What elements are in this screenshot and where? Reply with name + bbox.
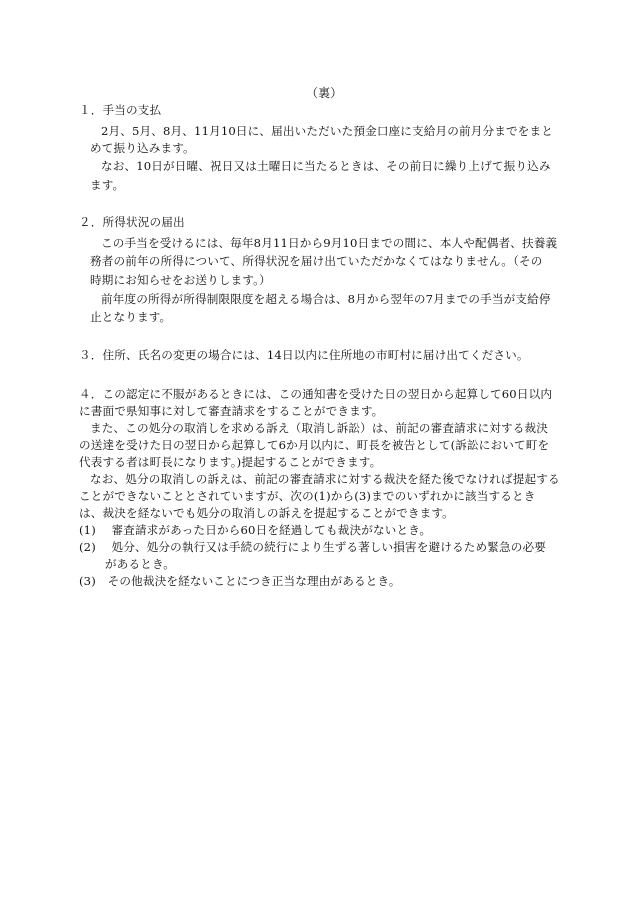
section-4-text: なお、処分の取消しの訴えは、前記の審査請求に対する裁決を経た後でなければ提起する bbox=[90, 472, 560, 486]
section-2-heading: ２．所得状況の届出 bbox=[79, 215, 185, 229]
section-4-text: ４．この認定に不服があるときには、この通知書を受けた日の翌日から起算して60日以内 bbox=[79, 387, 553, 401]
section-1-text: ます。 bbox=[90, 178, 125, 192]
list-item-2: があるとき。 bbox=[105, 557, 175, 571]
section-2-text: この手当を受けるには、毎年8月11日から9月10日までの間に、本人や配偶者、扶養義 bbox=[101, 236, 558, 250]
section-2-text: 前年度の所得が所得制限限度を超える場合は、8月から翌年の7月までの手当が支給停 bbox=[101, 292, 551, 306]
page-side-label: （裏） bbox=[306, 86, 343, 100]
section-2-text: 止となります。 bbox=[90, 310, 172, 324]
list-item-1: (1) 審査請求があった日から60日を経過しても裁決がないとき。 bbox=[79, 523, 432, 537]
section-1-heading: １．手当の支払 bbox=[79, 103, 162, 117]
section-4-text: また、この処分の取消しを求める訴え（取消し訴訟）は、前記の審査請求に対する裁決 bbox=[90, 421, 549, 435]
section-4-text: に書面で県知事に対して審査請求をすることができます。 bbox=[79, 404, 384, 418]
list-item-3: (3) その他裁決を経ないことにつき正当な理由があるとき。 bbox=[79, 574, 401, 588]
section-3-text: ３．住所、氏名の変更の場合には、14日以内に住所地の市町村に届け出てください。 bbox=[79, 348, 529, 362]
section-2-text: 時期にお知らせをお送りします。） bbox=[90, 273, 271, 287]
section-2-text: 務者の前年の所得について、所得状況を届け出ていただかなくてはなりません。（その bbox=[90, 254, 543, 268]
section-4-text: の送達を受けた日の翌日から起算して6か月以内に、町長を被告として(訴訟において町を bbox=[79, 438, 550, 452]
section-1-text: なお、10日が日曜、祝日又は土曜日に当たるときは、その前日に繰り上げて振り込み bbox=[101, 159, 551, 173]
section-4-text: は、裁決を経ないでも処分の取消しの訴えを提起することができます。 bbox=[79, 506, 454, 520]
section-1-text: めて振り込みます。 bbox=[90, 141, 195, 155]
section-4-text: 代表する者は町長になります。)提起することができます。 bbox=[79, 455, 382, 469]
section-1-text: 2月、5月、8月、11月10日に、届出いただいた預金口座に支給月の前月分までをまと bbox=[101, 124, 553, 138]
list-item-2: (2) 処分、処分の執行又は手続の続行により生ずる著しい損害を避けるため緊急の必要 bbox=[79, 540, 546, 554]
section-4-text: ことができないこととされていますが、次の(1)から(3)までのいずれかに該当するとき bbox=[79, 489, 536, 503]
